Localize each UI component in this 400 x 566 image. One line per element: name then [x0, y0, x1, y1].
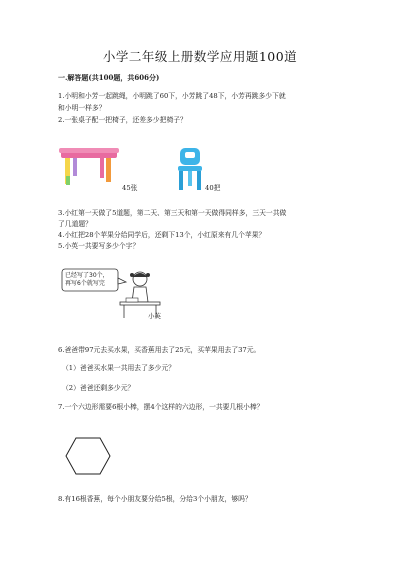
question-8: 8.有16根香蕉，每个小朋友要分给5根，分给3个小朋友，够吗？ — [58, 495, 252, 503]
question-5: 5.小英一共要写多少个字？ — [58, 242, 140, 250]
question-2: 2.一张桌子配一把椅子，还差多少把椅子？ — [58, 116, 187, 124]
question-4: 4.小红把28个苹果分给同学后，还剩下13个，小红原来有几个苹果？ — [58, 231, 266, 239]
chair-count-caption: 40把 — [205, 184, 221, 192]
speech-bubble-line-2: 再写6个就写完 — [65, 280, 105, 287]
table-count-caption: 45张 — [122, 184, 138, 192]
question-1-line-1: 1.小明和小芳一起跳绳，小明跳了60下，小芳跳了48下，小芳再跳多少下就 — [58, 92, 286, 100]
speech-bubble-line-1: 已经写了30个， — [65, 272, 109, 279]
question-6-part-1: （1）爸爸买水果一共用去了多少元？ — [62, 364, 176, 372]
section-heading: 一.解答题(共100题，共606分) — [58, 73, 160, 82]
question-6-part-2: （2）爸爸还剩多少元？ — [62, 384, 135, 392]
question-7: 7.一个六边形需要6根小棒，摆4个这样的六边形，一共要几根小棒？ — [58, 403, 264, 411]
girl-name-label: 小英 — [148, 312, 161, 320]
hexagon-figure — [64, 436, 112, 476]
speech-bubble — [65, 272, 109, 288]
question-3-line-2: 了几道题？ — [58, 220, 92, 228]
table-illustration — [58, 146, 122, 188]
question-1-line-2: 和小明一样多？ — [58, 104, 106, 112]
page-title: 小学二年级上册数学应用题100道 — [102, 49, 298, 64]
chair-illustration — [174, 148, 206, 192]
question-6: 6.爸爸带97元去买水果，买香蕉用去了25元，买苹果用去了37元。 — [58, 346, 261, 354]
question-3-line-1: 3.小红第一天做了5道题，第二天、第三天和第一天做得同样多，三天一共做 — [58, 209, 287, 217]
